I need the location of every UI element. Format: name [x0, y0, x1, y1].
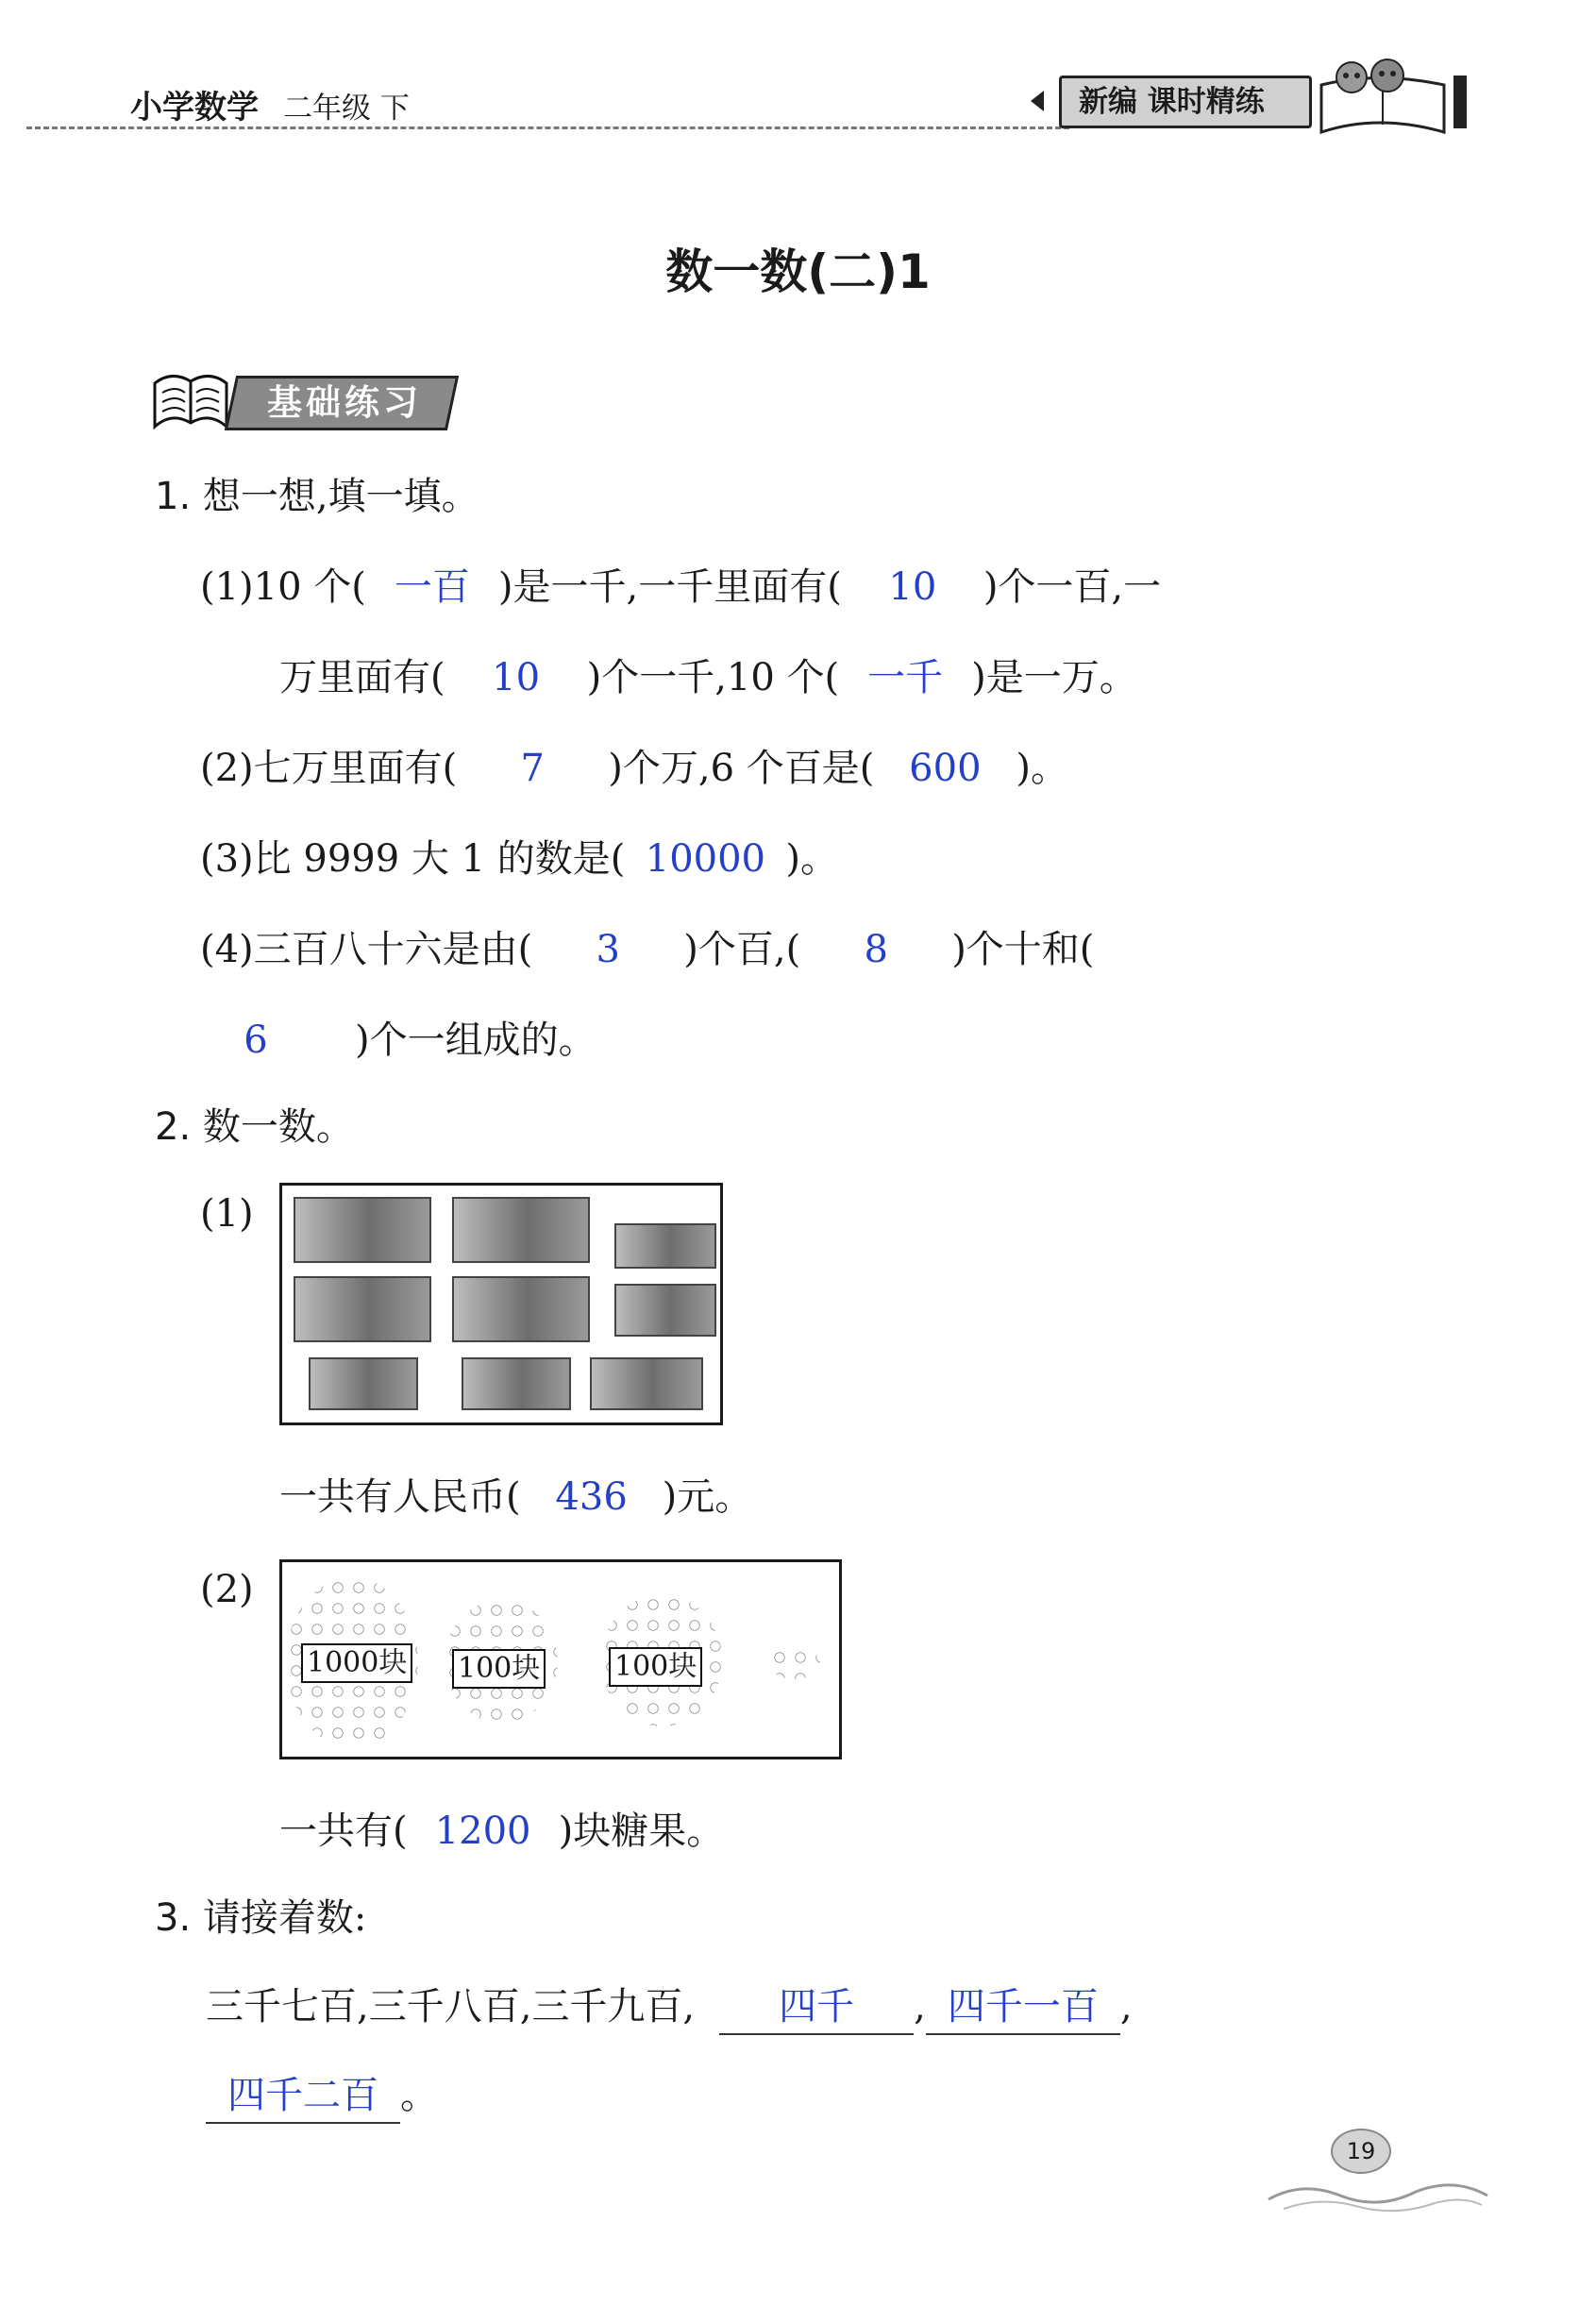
text: )元。 [662, 1475, 753, 1519]
banknote-100 [452, 1276, 590, 1342]
text: )块糖果。 [558, 1810, 725, 1853]
text: (4)三百八十六是由( [200, 928, 533, 971]
header-bar [1453, 76, 1467, 128]
text: )。 [1016, 747, 1068, 790]
q3-heading [155, 1892, 366, 1944]
text: )个十和( [951, 928, 1095, 971]
text: )个一千,10 个( [586, 656, 840, 699]
answer-blank: 6 [244, 1018, 268, 1062]
answer-blank: 3 [596, 928, 620, 971]
answer-blank: 10 [888, 565, 937, 609]
q1-part2 [200, 742, 1068, 795]
header-divider [26, 126, 1069, 129]
text: 。 [400, 2074, 438, 2117]
text: (3)比 9999 大 1 的数是( [200, 837, 626, 881]
answer-blank: 8 [864, 928, 888, 971]
text: 三千七百,三千八百,三千九百, [206, 1985, 696, 2028]
q1-prompt: 想一想,填一填。 [202, 475, 479, 518]
text: , [914, 1985, 926, 2028]
answer-blank: 1200 [434, 1810, 531, 1853]
banknote-10 [614, 1284, 716, 1337]
answer-blank: 436 [555, 1475, 628, 1519]
candy-label-100: 100块 [609, 1647, 702, 1687]
banknote-1 [309, 1357, 418, 1410]
answer-blank: 10000 [645, 837, 765, 881]
text: 万里面有( [279, 656, 445, 699]
header-grade: 二年级 下 [283, 92, 410, 126]
bears-book-icon [1312, 57, 1453, 142]
q2-heading [155, 1101, 354, 1153]
open-book-icon [151, 370, 230, 436]
page-title: 数一数(二)1 [665, 244, 931, 299]
answer-blank: 四千 [719, 1980, 914, 2035]
candy-label-100: 100块 [452, 1649, 546, 1689]
section-title: 基础练习 [267, 382, 422, 423]
text: , [1119, 1985, 1133, 2028]
q3-sequence-line1 [206, 1980, 1133, 2035]
banknote-100 [294, 1276, 431, 1342]
text: )。 [785, 837, 838, 881]
banknote-10 [614, 1223, 716, 1269]
answer-blank: 600 [909, 747, 982, 790]
text: (2)七万里面有( [200, 747, 458, 790]
header-subject-text: 小学数学 [130, 89, 259, 126]
q1-part1-line2 [279, 651, 1137, 704]
q2-part2-answer-line [279, 1805, 724, 1858]
answer-blank: 四千一百 [926, 1980, 1120, 2035]
q1-part4-line1 [200, 923, 1094, 976]
banknotes-image [279, 1183, 723, 1425]
q1-part4-line2 [223, 1014, 596, 1067]
q1-heading [155, 470, 479, 523]
answer-blank: 四千二百 [206, 2069, 400, 2124]
q2-part2-label: (2) [200, 1568, 254, 1611]
text: )是一万。 [971, 656, 1137, 699]
text: )个百,( [683, 928, 801, 971]
banknote-1 [462, 1357, 571, 1410]
q2-part1-label: (1) [200, 1192, 254, 1236]
q1-part1-line1 [200, 561, 1161, 614]
header-subject [130, 81, 410, 127]
arrow-left-icon [1031, 91, 1044, 111]
text: )个一百,一 [983, 565, 1162, 609]
candies-image [279, 1559, 842, 1759]
banknote-100 [452, 1197, 590, 1263]
page-number: 19 [1331, 2129, 1391, 2174]
answer-blank: 一百 [394, 565, 470, 609]
wave-decoration-icon [1265, 2171, 1491, 2218]
q3-number: 3. [155, 1896, 192, 1940]
answer-blank: 一千 [867, 656, 944, 699]
answer-blank: 10 [492, 656, 541, 699]
text: )个万,6 个百是( [608, 747, 875, 790]
answer-blank: 7 [520, 747, 545, 790]
series-banner: 新编 课时精练 [1059, 76, 1312, 128]
text: 一共有人民币( [279, 1475, 521, 1519]
candy-pair [769, 1647, 820, 1679]
banknote-1 [590, 1357, 703, 1410]
q3-prompt: 请接着数: [202, 1896, 367, 1940]
q2-prompt: 数一数。 [202, 1105, 354, 1149]
text: 一共有( [279, 1810, 408, 1853]
q3-sequence-line2 [206, 2069, 438, 2124]
text: (1)10 个( [200, 565, 366, 609]
q2-number: 2. [155, 1105, 192, 1149]
text: )个一组成的。 [355, 1018, 596, 1062]
candy-label-1000: 1000块 [301, 1643, 412, 1683]
banknote-100 [294, 1197, 431, 1263]
q2-part1-answer-line [279, 1471, 752, 1523]
q1-part3 [200, 833, 838, 885]
text: )是一千,一千里面有( [497, 565, 842, 609]
q1-number: 1. [155, 475, 192, 518]
